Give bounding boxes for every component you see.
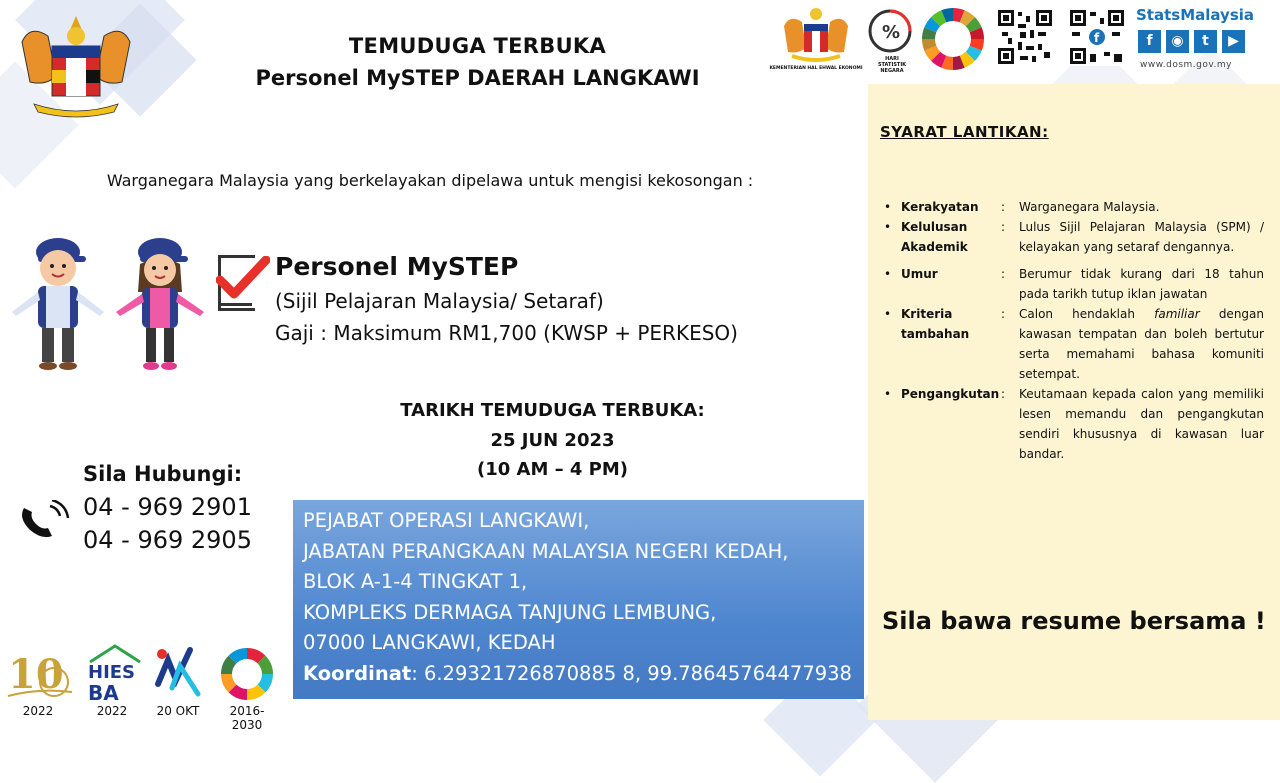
svg-text:f: f — [1094, 31, 1100, 45]
hari-statistik-logo — [150, 644, 206, 702]
ministry-caption: KEMENTERIAN HAL EHWAL EKONOMI — [769, 66, 863, 71]
stats-day-caption: HARI STATISTIK NEGARA — [877, 56, 907, 74]
phone-icon — [18, 500, 70, 540]
requirement-value-emphasis: familiar — [1154, 307, 1200, 321]
requirements-heading: SYARAT LANTIKAN: — [880, 123, 1049, 141]
contact-phone[interactable]: 04 - 969 2905 — [83, 526, 252, 554]
coordinates[interactable] — [303, 659, 854, 690]
interview-date: 25 JUN 2023 — [490, 430, 615, 451]
svg-text:HIES: HIES — [88, 662, 136, 683]
lbsm-logo — [6, 648, 74, 702]
requirement-label: Kriteria tambahan — [901, 307, 970, 341]
address-line: JABATAN PERANGKAAN MALAYSIA NEGERI KEDAH, — [303, 539, 789, 563]
hiesba-logo — [82, 644, 148, 704]
address-line: BLOK A-1-4 TINGKAT 1, — [303, 570, 528, 593]
interview-heading: TARIKH TEMUDUGA TERBUKA: — [400, 400, 705, 421]
instagram-icon[interactable]: ◉ — [1166, 30, 1189, 53]
requirement-value: Warganegara Malaysia. — [1019, 200, 1160, 214]
requirement-label: Umur — [901, 267, 938, 281]
address-box — [293, 500, 864, 699]
contact-heading: Sila Hubungi: — [83, 462, 243, 486]
position-salary: Gaji : Maksimum RM1,700 (KWSP + PERKESO) — [275, 321, 738, 345]
coat-of-arms-icon — [14, 12, 138, 120]
sdg-logo — [218, 646, 276, 702]
requirement-label: Pengangkutan — [901, 387, 1000, 401]
contact-phone[interactable]: 04 - 969 2901 — [83, 493, 252, 521]
sdg-wheel-icon — [920, 6, 986, 72]
address-line: KOMPLEKS DERMAGA TANJUNG LEMBUNG, — [303, 600, 717, 624]
stats-malaysia-name: StatsMalaysia — [1136, 6, 1255, 24]
logo-year: 2022 — [22, 704, 54, 718]
logo-year: 2016-2030 — [229, 704, 265, 732]
mascot-girl-icon — [110, 234, 210, 374]
stats-day-logo-icon — [866, 8, 914, 54]
svg-text:%: % — [882, 22, 901, 43]
page-title: TEMUDUGA TERBUKA — [348, 34, 607, 58]
checkbox-bottom-edge — [218, 303, 258, 311]
svg-text:10: 10 — [8, 651, 64, 698]
svg-text:BA: BA — [88, 681, 119, 704]
requirement-value: Berumur tidak kurang dari 18 tahun pada tarikh tutup iklan jawatan — [1019, 267, 1264, 301]
position-title: Personel MySTEP — [275, 252, 519, 281]
position-qualification: (Sijil Pelajaran Malaysia/ Setaraf) — [275, 289, 604, 313]
requirement-value: Lulus Sijil Pelajaran Malaysia (SPM) / kelayakan yang setaraf dengannya. — [1019, 220, 1264, 254]
requirement-value — [1019, 304, 1264, 384]
interview-time: (10 AM – 4 PM) — [476, 459, 629, 480]
logo-year: 20 OKT — [156, 704, 200, 718]
qr-code-icon[interactable] — [996, 8, 1054, 66]
coordinates-label: Koordinat — [303, 661, 412, 685]
twitter-icon[interactable]: t — [1194, 30, 1217, 53]
ministry-crest-icon — [780, 6, 852, 64]
intro-text: Warganegara Malaysia yang berkelayakan dipelawa untuk mengisi kekosongan : — [106, 171, 754, 190]
qr-code-facebook-icon[interactable] — [1068, 8, 1126, 66]
red-check-icon — [216, 256, 270, 302]
stats-url[interactable]: www.dosm.gov.my — [1140, 60, 1232, 70]
facebook-icon[interactable]: f — [1138, 30, 1161, 53]
address-line: 07000 LANGKAWI, KEDAH — [303, 631, 556, 654]
requirement-value-part: dengan kawasan tempatan dan boleh bertutur serta memahami bahasa komuniti setempat. — [1019, 307, 1264, 381]
requirement-value-part: Calon hendaklah — [1019, 307, 1155, 321]
coordinates-value: : 6.29321726870885 8, 99.78645764477938 — [411, 661, 852, 685]
page-subtitle: Personel MySTEP DAERAH LANGKAWI — [255, 66, 700, 90]
requirement-label: Kelulusan Akademik — [901, 220, 968, 254]
logo-year: 2022 — [96, 704, 128, 718]
closing-note: Sila bawa resume bersama ! — [882, 607, 1266, 635]
youtube-icon[interactable]: ▶ — [1222, 30, 1245, 53]
address-line: PEJABAT OPERASI LANGKAWI, — [303, 509, 590, 532]
requirement-label: Kerakyatan — [901, 200, 979, 214]
mascot-boy-icon — [8, 234, 108, 374]
requirement-value: Keutamaan kepada calon yang memiliki lesen memandu dan pengangkutan sendiri khususnya di kawasan luar bandar. — [1019, 387, 1264, 461]
